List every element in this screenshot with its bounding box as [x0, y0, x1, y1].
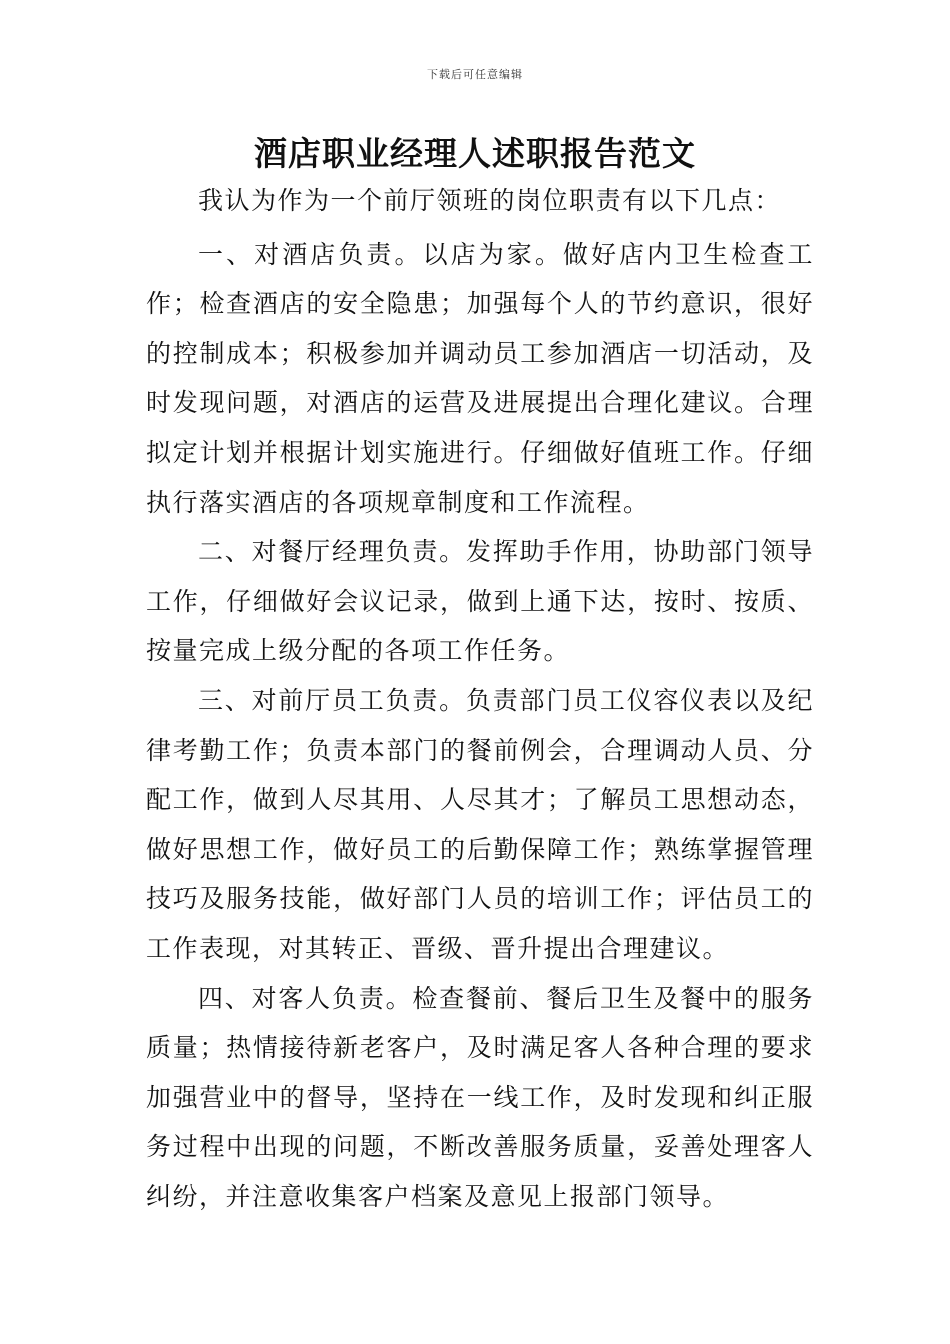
paragraph-2: 二、对餐厅经理负责。发挥助手作用，协助部门领导工作，仔细做好会议记录，做到上通下达，按时、按质、按量完成上级分配的各项工作任务。: [146, 537, 814, 666]
document-title: 酒店职业经理人述职报告范文: [254, 134, 696, 173]
header-note: 下载后可任意编辑: [427, 68, 523, 81]
paragraph-1: 一、对酒店负责。以店为家。做好店内卫生检查工作；检查酒店的安全隐患；加强每个人的节约意识，很好的控制成本；积极参加并调动员工参加酒店一切活动，及时发现问题，对酒店的运营及进展提出合理化建议。合理拟定计划并根据计划实施进行。仔细做好值班工作。仔细执行落实酒店的各项规章制度和工作流程。: [146, 239, 814, 517]
paragraph-3: 三、对前厅员工负责。负责部门员工仪容仪表以及纪律考勤工作；负责本部门的餐前例会，合理调动人员、分配工作，做到人尽其用、人尽其才；了解员工思想动态，做好思想工作，做好员工的后勤保障工作；熟练掌握管理技巧及服务技能，做好部门人员的培训工作；评估员工的工作表现，对其转正、晋级、晋升提出合理建议。: [146, 685, 814, 963]
paragraph-4: 四、对客人负责。检查餐前、餐后卫生及餐中的服务质量；热情接待新老客户，及时满足客人各种合理的要求加强营业中的督导，坚持在一线工作，及时发现和纠正服务过程中出现的问题，不断改善服务质量，妥善处理客人纠纷，并注意收集客户档案及意见上报部门领导。: [146, 983, 814, 1211]
intro-paragraph: 我认为作为一个前厅领班的岗位职责有以下几点：: [198, 186, 782, 215]
document-body: [146, 176, 814, 1221]
